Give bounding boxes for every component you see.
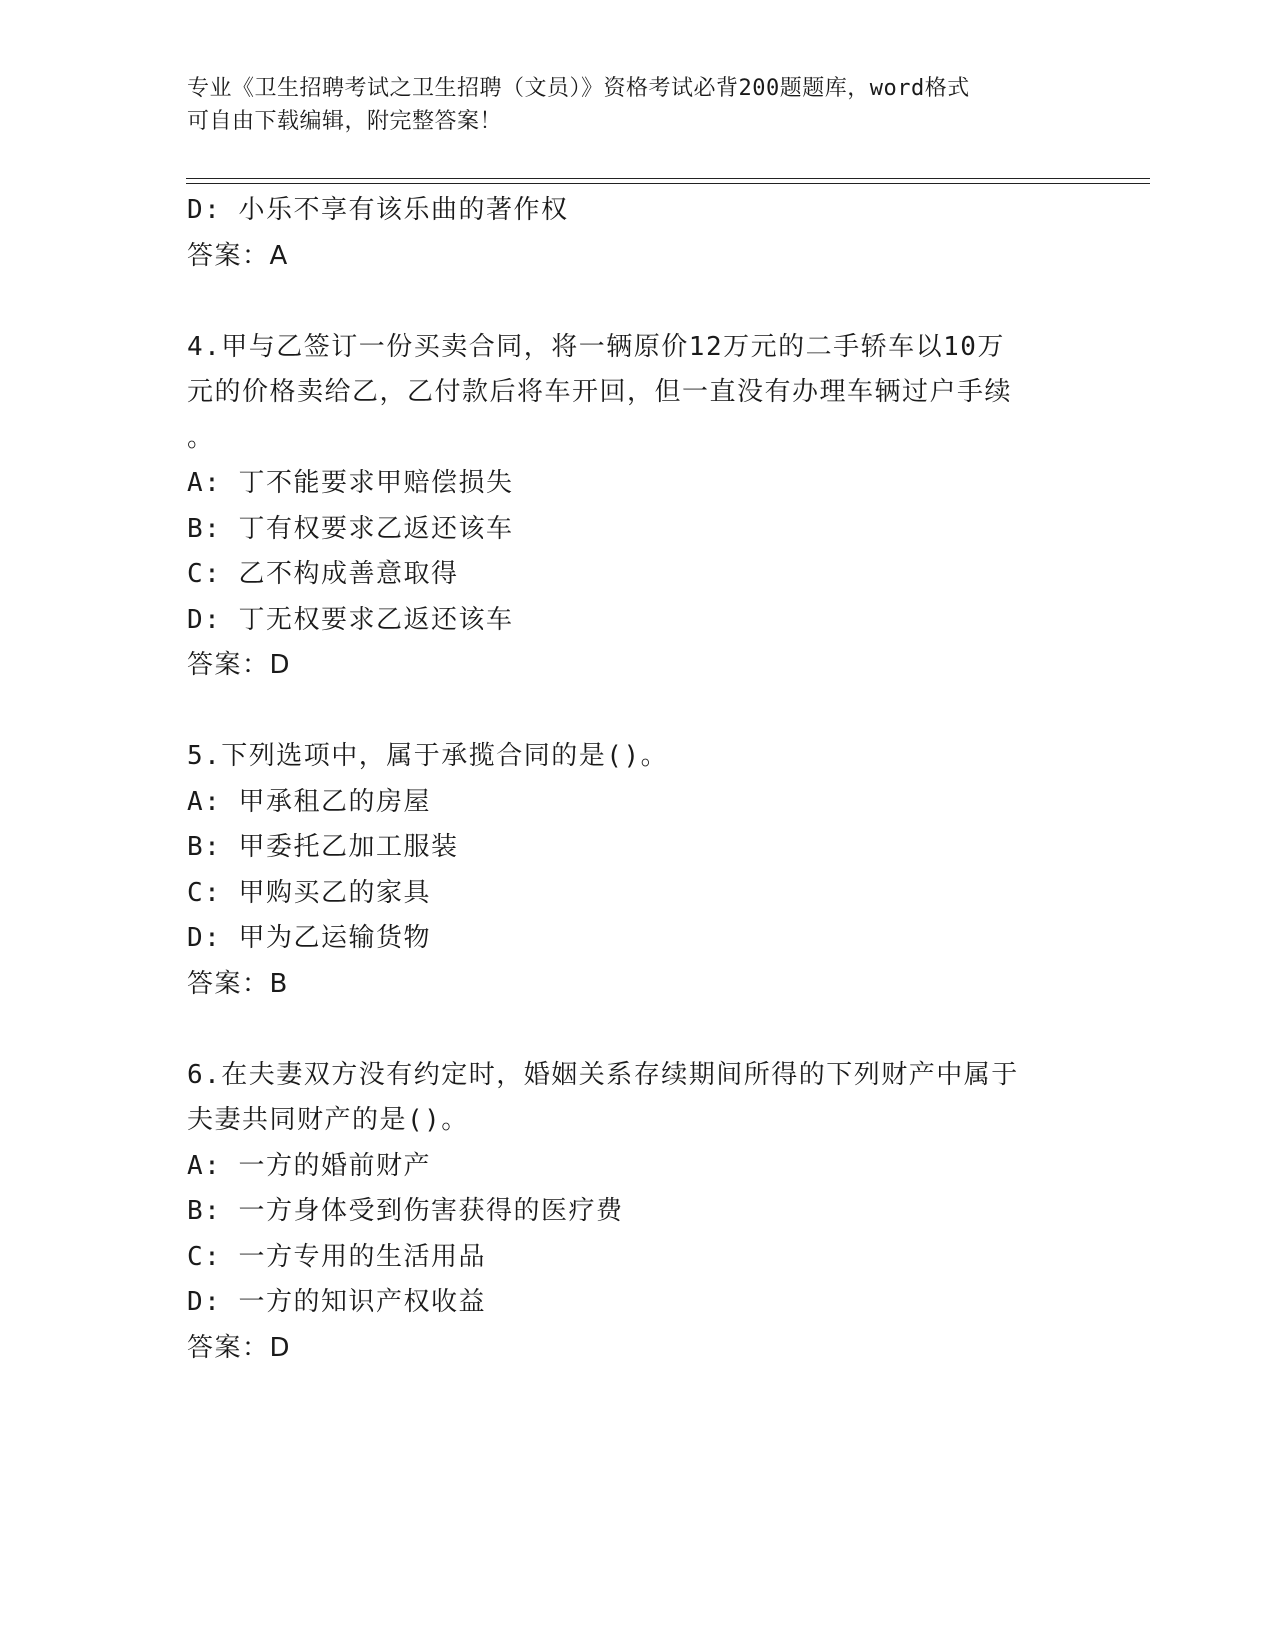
spacer: [187, 689, 1067, 735]
header-divider-bottom: [186, 183, 1150, 184]
question-4-option-a: A: 丁不能要求甲赔偿损失: [187, 468, 514, 498]
question-5-option-b: B: 甲委托乙加工服装: [187, 832, 459, 862]
question-6-option-c: C: 一方专用的生活用品: [187, 1241, 486, 1272]
option-d: D: 小乐不享有该乐曲的著作权: [187, 195, 569, 225]
question-4-text-line-3: 。: [187, 422, 215, 453]
question-4-text-line-2: 元的价格卖给乙，乙付款后将车开回，但一直没有办理车辆过户手续: [187, 377, 1013, 407]
question-5-option-c: C: 甲购买乙的家具: [187, 877, 431, 908]
spacer: [187, 1007, 1067, 1053]
question-5-option-d: D: 甲为乙运输货物: [187, 923, 431, 953]
header-line-1: 专业《卫生招聘考试之卫生招聘（文员）》资格考试必背200题题库，word格式: [187, 76, 970, 101]
question-4-option-b: B: 丁有权要求乙返还该车: [187, 513, 514, 544]
question-6-text-line-1: 6.在夫妻双方没有约定时，婚姻关系存续期间所得的下列财产中属于: [187, 1059, 1019, 1090]
answer-line: 答案：A: [187, 240, 289, 271]
header-divider-top: [186, 178, 1150, 179]
question-4-text-line-1: 4.甲与乙签订一份买卖合同，将一辆原价12万元的二手轿车以10万: [187, 331, 1005, 362]
question-5-text-line-1: 5.下列选项中，属于承揽合同的是()。: [187, 741, 669, 771]
header-line-2: 可自由下载编辑，附完整答案！: [187, 109, 503, 134]
question-4-option-d: D: 丁无权要求乙返还该车: [187, 604, 514, 635]
spacer: [187, 279, 1067, 325]
document-header: [187, 72, 1067, 138]
question-6-text-line-2: 夫妻共同财产的是()。: [187, 1105, 469, 1135]
question-6-option-a: A: 一方的婚前财产: [187, 1150, 431, 1181]
question-5-option-a: A: 甲承租乙的房屋: [187, 786, 431, 817]
question-6-answer: 答案：D: [187, 1332, 292, 1363]
question-6-option-d: D: 一方的知识产权收益: [187, 1287, 486, 1317]
question-list: [187, 188, 1067, 1371]
question-6-option-b: B: 一方身体受到伤害获得的医疗费: [187, 1196, 624, 1226]
question-4-option-c: C: 乙不构成善意取得: [187, 559, 459, 589]
question-5-answer: 答案：B: [187, 968, 289, 999]
question-4-answer: 答案：D: [187, 650, 292, 680]
